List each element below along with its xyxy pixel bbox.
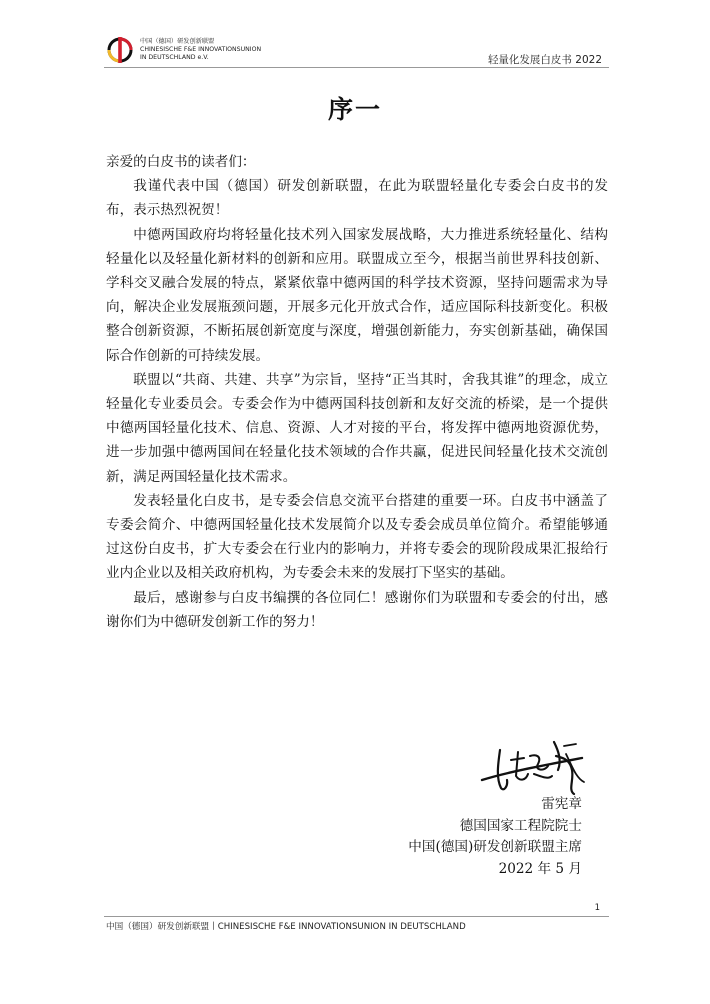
- signature-date: 2022 年 5 月: [498, 860, 582, 877]
- paragraph-5: 最后，感谢参与白皮书编撰的各位同仁！感谢你们为联盟和专委会的付出，感谢你们为中德研发创新工作的努力！: [106, 589, 608, 630]
- org-name-de-line2: IN DEUTSCHLAND e.V.: [140, 54, 209, 61]
- handwritten-signature: [478, 736, 588, 800]
- page-title: 序一: [327, 95, 382, 124]
- page-header: [0, 0, 710, 75]
- salutation: 亲爱的白皮书的读者们：: [106, 154, 256, 170]
- org-name-block: [140, 38, 261, 62]
- page-footer: 中国（德国）研发创新联盟丨CHINESISCHE F&E INNOVATIONSUNION IN DEUTSCHLAND: [106, 922, 466, 932]
- paragraph-3: 联盟以“共商、共建、共享”为宗旨，坚持“正当其时，舍我其谁”的理念，成立轻量化专业委员会。专委会作为中德两国科技创新和友好交流的桥梁，是一个提供中德两国轻量化技术、信息、资源、人才对接的平台，将发挥中德两地资源优势，进一步加强中德两国间在轻量化技术领域的合作共赢，促进民间轻量化技术交流创新，满足两国轻量化技术需求。: [106, 371, 608, 485]
- letter-body: [106, 150, 608, 634]
- signatory-title-2: 中国(德国)研发创新联盟主席: [408, 839, 582, 855]
- union-logo-icon: [104, 36, 136, 64]
- paragraph-2: 中德两国政府均将轻量化技术列入国家发展战略，大力推进系统轻量化、结构轻量化以及轻量化新材料的创新和应用。联盟成立至今，根据当前世界科技创新、学科交叉融合发展的特点，紧紧依靠中德两国的科学技术资源，坚持问题需求为导向，解决企业发展瓶颈问题，开展多元化开放式合作，适应国际科技新变化。积极整合创新资源，不断拓展创新宽度与深度，增强创新能力，夯实创新基础，确保国际合作创新的可持续发展。: [106, 226, 608, 364]
- footer-divider: [104, 916, 609, 917]
- signatory-name: 雷宪章: [541, 796, 582, 812]
- page-number: 1: [594, 903, 600, 913]
- signatory-title-1: 德国国家工程院院士: [459, 817, 582, 834]
- paragraph-1: 我谨代表中国（德国）研发创新联盟，在此为联盟轻量化专委会白皮书的发布，表示热烈祝贺！: [106, 178, 608, 219]
- org-name-cn: 中国（德国）研发创新联盟: [140, 38, 215, 45]
- header-divider: [104, 67, 609, 68]
- org-name-de-line1: CHINESISCHE F&E INNOVATIONSUNION: [140, 46, 262, 53]
- paragraph-4: 发表轻量化白皮书，是专委会信息交流平台搭建的重要一环。白皮书中涵盖了专委会简介、中德两国轻量化技术发展简介以及专委会成员单位简介。希望能够通过这份白皮书，扩大专委会在行业内的影响力，并将专委会的现阶段成果汇报给行业内企业以及相关政府机构，为专委会未来的发展打下坚实的基础。: [106, 492, 608, 582]
- signature-block: [408, 794, 582, 880]
- document-title: 轻量化发展白皮书 2022: [487, 54, 602, 66]
